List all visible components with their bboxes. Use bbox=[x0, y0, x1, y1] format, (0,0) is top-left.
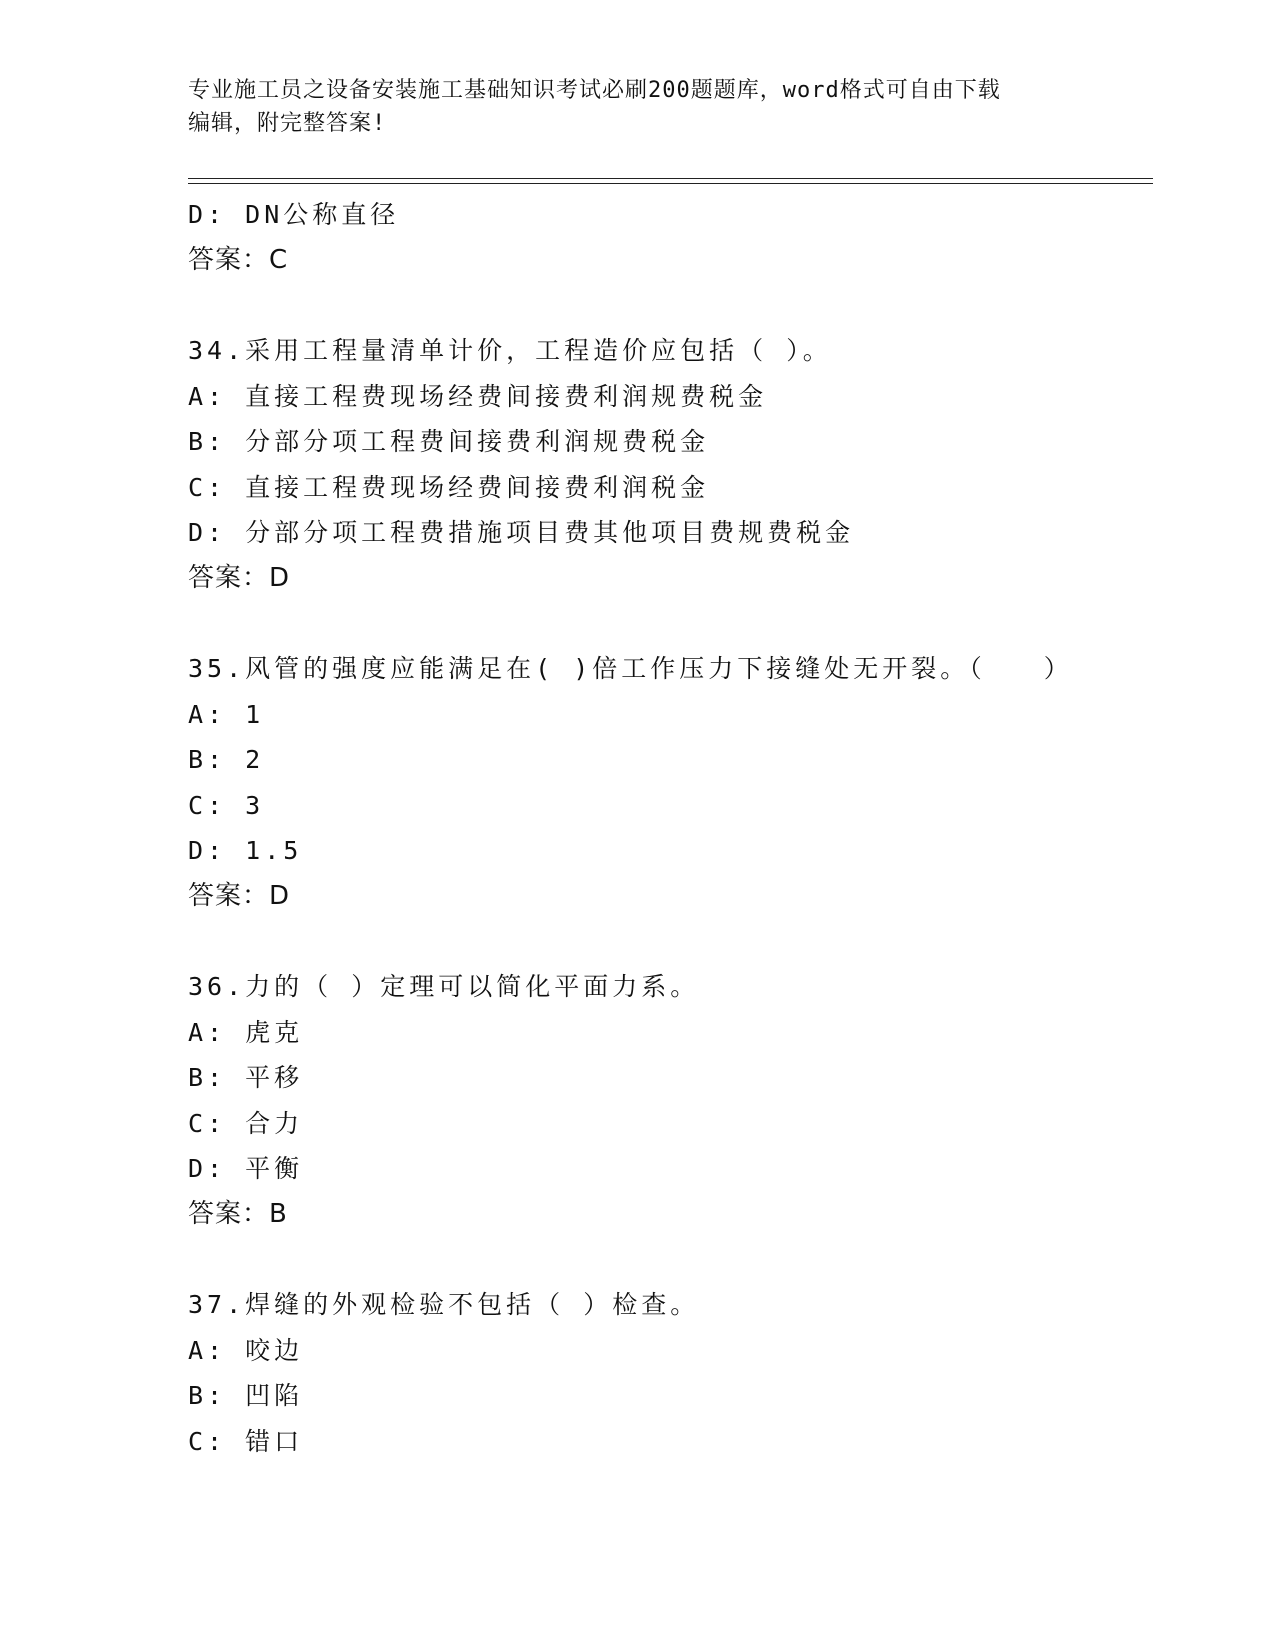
option-d: D: 1.5 bbox=[188, 836, 303, 865]
option-c: C: 合力 bbox=[188, 1108, 304, 1138]
option-d: D: DN公称直径 bbox=[188, 200, 400, 229]
answer-line: 答案：D bbox=[188, 562, 291, 593]
option-c: C: 直接工程费现场经费间接费利润税金 bbox=[188, 472, 710, 502]
question-block-37 bbox=[188, 1282, 1153, 1464]
option-c: C: 错口 bbox=[188, 1426, 304, 1456]
option-b: B: 凹陷 bbox=[188, 1381, 304, 1410]
answer-line: 答案：B bbox=[188, 1198, 288, 1229]
header-divider bbox=[188, 178, 1153, 184]
document-title: 专业施工员之设备安装施工基础知识考试必刷200题题库，word格式可自由下载 编辑，附完整答案! bbox=[188, 78, 1001, 136]
answer-line: 答案：D bbox=[188, 880, 291, 911]
question-list bbox=[188, 192, 1153, 1464]
option-d: D: 分部分项工程费措施项目费其他项目费规费税金 bbox=[188, 518, 855, 547]
option-c: C: 3 bbox=[188, 790, 265, 820]
question-stem: 37.焊缝的外观检验不包括（ ）检查。 bbox=[188, 1290, 700, 1319]
question-stem: 34.采用工程量清单计价，工程造价应包括（ ）。 bbox=[188, 336, 832, 365]
question-block-35 bbox=[188, 646, 1153, 919]
question-stem: 36.力的（ ）定理可以简化平面力系。 bbox=[188, 972, 700, 1001]
option-b: B: 分部分项工程费间接费利润规费税金 bbox=[188, 427, 710, 456]
option-b: B: 2 bbox=[188, 745, 265, 774]
answer-line: 答案：C bbox=[188, 244, 289, 275]
option-a: A: 1 bbox=[188, 699, 265, 729]
option-d: D: 平衡 bbox=[188, 1154, 304, 1183]
question-block-33-continued bbox=[188, 192, 1153, 283]
option-a: A: 虎克 bbox=[188, 1017, 304, 1047]
question-block-36 bbox=[188, 964, 1153, 1237]
option-a: A: 咬边 bbox=[188, 1335, 304, 1365]
option-b: B: 平移 bbox=[188, 1063, 304, 1092]
question-stem: 35.风管的强度应能满足在( )倍工作压力下接缝处无开裂。（ ） bbox=[188, 654, 1073, 683]
question-block-34 bbox=[188, 328, 1153, 601]
option-a: A: 直接工程费现场经费间接费利润规费税金 bbox=[188, 381, 768, 411]
